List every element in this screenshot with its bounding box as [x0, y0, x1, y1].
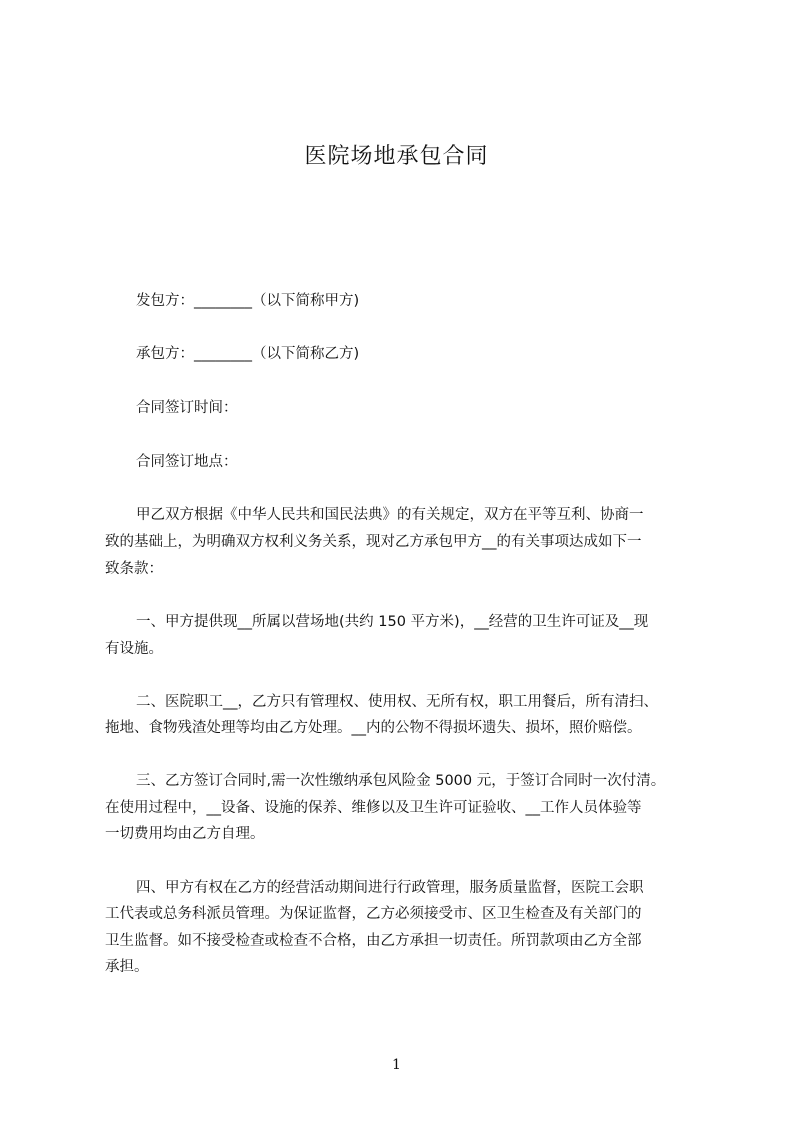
paragraph-line: 一切费用均由乙方自理。 — [105, 826, 265, 842]
contractor-field: 发包方：________（以下简称甲方) — [136, 293, 360, 309]
paragraph-line: 工代表或总务科派员管理。为保证监督，乙方必须接受市、区卫生检查及有关部门的 — [105, 906, 642, 922]
page-number: 1 — [392, 1057, 401, 1073]
paragraph-line: 承担。 — [105, 959, 149, 975]
paragraph-line: 在使用过程中，__设备、设施的保养、维修以及卫生许可证验收、__工作人员体验等 — [105, 800, 642, 816]
paragraph-line: 四、甲方有权在乙方的经营活动期间进行行政管理，服务质量监督，医院工会职 — [136, 880, 644, 896]
paragraph-line: 致条款： — [105, 561, 163, 577]
sign-place-field: 合同签订地点： — [136, 454, 238, 470]
paragraph-line: 卫生监督。如不接受检查或检查不合格，由乙方承担一切责任。所罚款项由乙方全部 — [105, 933, 642, 949]
paragraph-line: 有设施。 — [105, 641, 163, 657]
sign-time-field: 合同签订时间： — [136, 400, 238, 416]
paragraph-line: 一、甲方提供现__所属以营场地(共约 150 平方米)，__经营的卫生许可证及__现 — [136, 614, 649, 630]
paragraph-line: 二、医院职工__，乙方只有管理权、使用权、无所有权，职工用餐后，所有清扫、 — [136, 694, 658, 710]
paragraph-line: 致的基础上，为明确双方权利义务关系，现对乙方承包甲方__的有关事项达成如下一 — [105, 534, 642, 550]
paragraph-line: 三、乙方签订合同时,需一次性缴纳承包风险金 5000 元，于签订合同时一次付清。 — [136, 773, 666, 789]
contractee-field: 承包方：________（以下简称乙方) — [136, 346, 360, 362]
paragraph-line: 甲乙双方根据《中华人民共和国民法典》的有关规定，双方在平等互利、协商一 — [136, 507, 644, 523]
paragraph-line: 拖地、食物残渣处理等均由乙方处理。__内的公物不得损坏遗失、损坏，照价赔偿。 — [105, 720, 642, 736]
document-title: 医院场地承包合同 — [304, 144, 489, 169]
